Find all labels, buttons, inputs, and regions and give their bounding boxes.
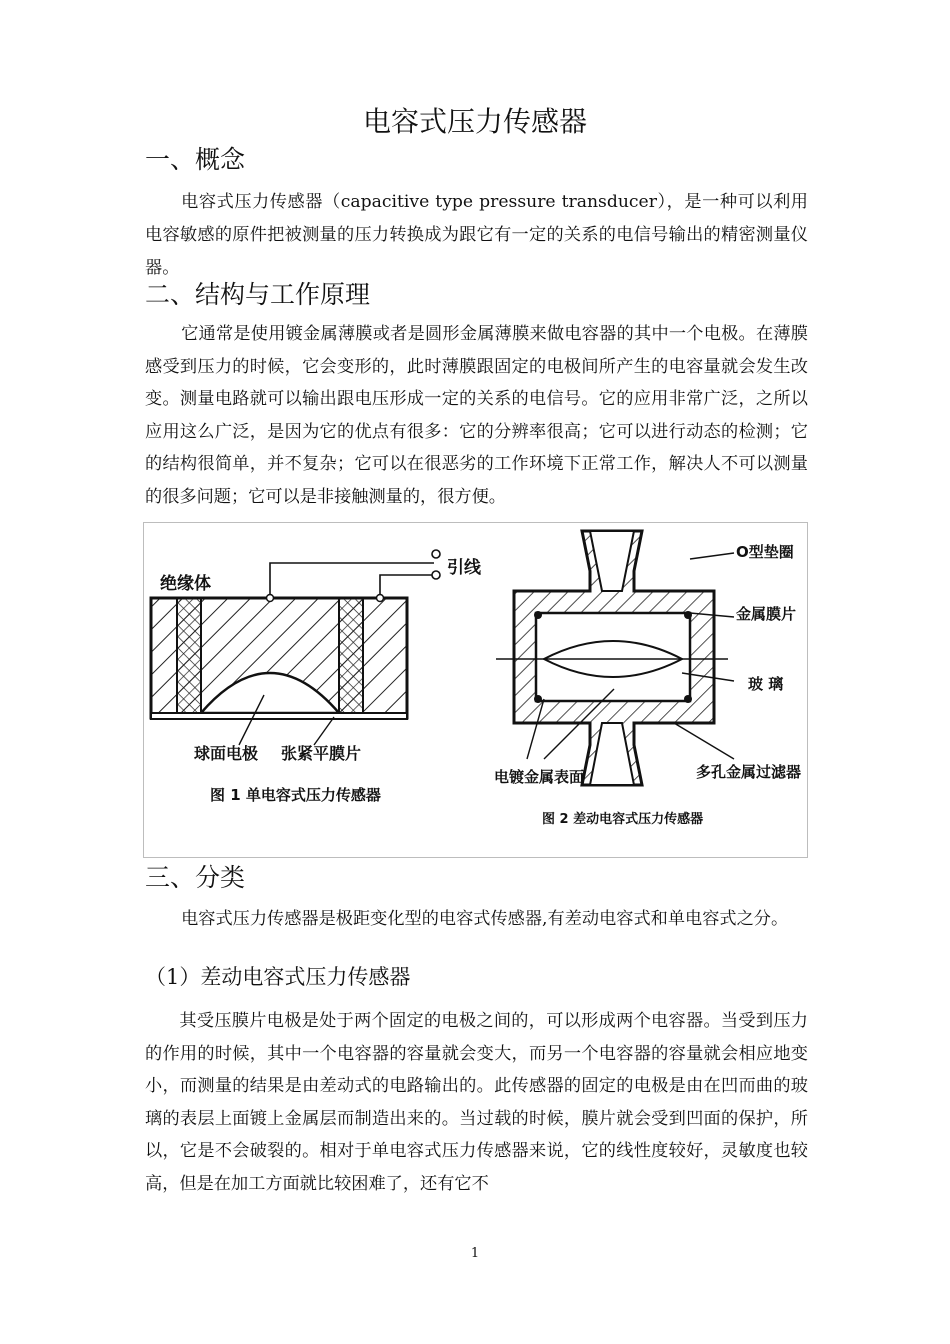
tensioned-diaphragm: [151, 713, 407, 719]
label-lead: 引线: [447, 558, 481, 578]
label-porous-filter: 多孔金属过滤器: [696, 763, 802, 781]
paragraph-differential: 其受压膜片电极是处于两个固定的电极之间的，可以形成两个电容器。当受到压力的作用的时候，其中一个电容器的容量就会变大，而另一个电容器的容量就会相应地变小，而测量的结果是由差动式的电路输出的。此传感器的固定的电极是由在凹而曲的玻璃的表层上面镀上金属层而制造出来的。当过载的时候，膜片就会受到凹面的保护，所以，它是不会破裂的。相对于单电容式压力传感器来说，它的线性度较好，灵敏度也较高，但是在加工方面就比较困难了，还有它不: [145, 1011, 808, 1194]
lead-terminal-2: [432, 571, 440, 579]
label-insulator: 绝缘体: [160, 574, 211, 594]
label-metal-diaphragm: 金属膜片: [736, 605, 797, 623]
figure-1-caption: 图 1 单电容式压力传感器: [210, 786, 381, 804]
figure-2-caption: 图 2 差动电容式压力传感器: [542, 812, 704, 827]
label-tensioned-diaphragm: 张紧平膜片: [281, 744, 362, 763]
heading-principle: 二、结构与工作原理: [145, 280, 371, 309]
paragraph-classification: 电容式压力传感器是极距变化型的电容式传感器,有差动电容式和单电容式之分。: [181, 909, 789, 929]
document-title: 电容式压力传感器: [362, 105, 587, 138]
sensor-diagram: [144, 523, 809, 859]
page-number: 1: [470, 1246, 480, 1261]
paragraph-concept: 电容式压力传感器（capacitive type pressure transducer），是一种可以利用电容敏感的原件把被测量的压力转换成为跟它有一定的关系的电信号输出的精密测量仪器。: [145, 192, 808, 278]
sensor-figure: [143, 522, 808, 858]
heading-concept: 一、概念: [145, 145, 246, 174]
paragraph-principle: 它通常是使用镀金属薄膜或者是圆形金属薄膜来做电容器的其中一个电极。在薄膜感受到压力的时候，它会变形的，此时薄膜跟固定的电极间所产生的电容量就会发生改变。测量电路就可以输出跟电压形成一定的关系的电信号。它的应用非常广泛，之所以应用这么广泛，是因为它的优点有很多：它的分辨率很高；它可以进行动态的检测；它的结构很简单，并不复杂；它可以在很恶劣的工作环境下正常工作，解决人不可以测量的很多问题；它可以是非接触测量的，很方便。: [145, 324, 808, 507]
figure-2-drawing: [494, 531, 801, 827]
heading-differential: （1）差动电容式压力传感器: [145, 965, 411, 989]
heading-classification: 三、分类: [145, 863, 246, 892]
label-plated-surface: 电镀金属表面: [494, 768, 585, 786]
figure-1-drawing: [151, 550, 482, 804]
insulator-left: [177, 598, 201, 718]
label-o-ring: O型垫圈: [736, 543, 794, 561]
label-spherical-electrode: 球面电极: [194, 744, 259, 763]
insulator-right: [339, 598, 363, 718]
label-glass: 玻 璃: [748, 675, 784, 693]
